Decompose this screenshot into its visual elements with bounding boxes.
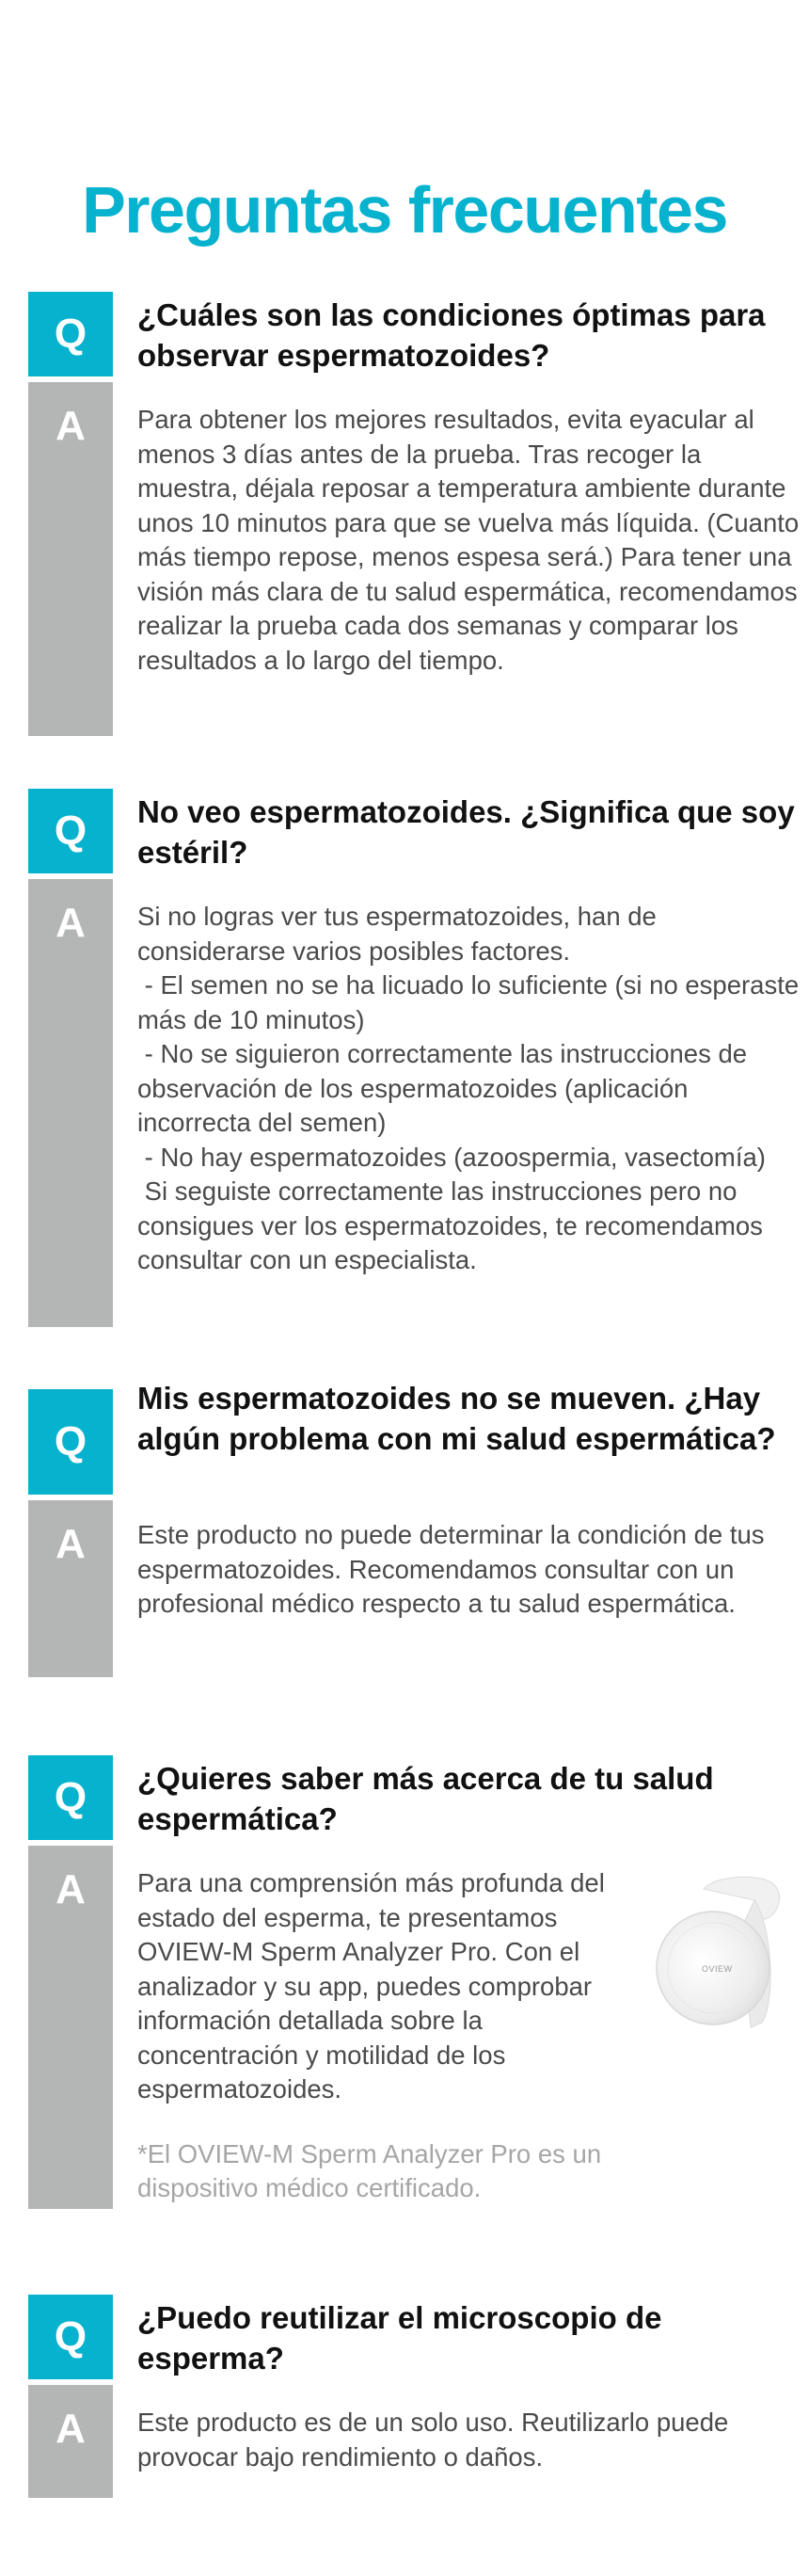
device-logo-text: OVIEW	[702, 1964, 733, 1974]
answer-badge: A	[28, 1500, 113, 1677]
question-badge: Q	[28, 1755, 113, 1840]
question-text: ¿Cuáles son las condiciones óptimas para observar espermatozoides?	[137, 297, 766, 373]
answer-paragraph: - El semen no se ha licuado lo suficiente (si no esperaste más de 10 minutos)	[137, 970, 806, 1034]
answer-badge: A	[28, 382, 113, 736]
question-text: ¿Puedo reutilizar el microscopio de esperma?	[137, 2300, 662, 2376]
question-badge: Q	[28, 1389, 113, 1495]
answer-text	[137, 900, 806, 1278]
question-text: No veo espermatozoides. ¿Significa que soy estéril?	[137, 794, 795, 870]
answer-badge: A	[28, 879, 113, 1327]
answer-paragraph: - No se siguieron correctamente las instrucciones de observación de los espermatozoides (aplicación incorrecta del semen)	[137, 1039, 754, 1137]
question-badge: Q	[28, 789, 113, 873]
answer-paragraph: Si no logras ver tus espermatozoides, han de considerarse varios posibles factores.	[137, 902, 664, 966]
answer-paragraph: Si seguiste correctamente las instrucciones pero no consigues ver los espermatozoides, te recomendamos consultar con un especialista.	[137, 1176, 770, 1274]
sperm-analyzer-device-image	[649, 1872, 790, 2037]
answer-text	[137, 2406, 801, 2474]
answer-paragraph: Este producto es de un solo uso. Reutilizarlo puede provocar bajo rendimiento o daños.	[137, 2408, 736, 2472]
question-text: Mis espermatozoides no se mueven. ¿Hay algún problema con mi salud espermática?	[137, 1381, 776, 1456]
answer-paragraph: Este producto no puede determinar la condición de tus espermatozoides. Recomendamos consultar con un profesional médico respecto a tu salud espermática.	[137, 1520, 772, 1618]
question-badge: Q	[28, 292, 113, 376]
answer-paragraph: Para una comprensión más profunda del estado del esperma, te presentamos OVIEW-M Sperm Analyzer Pro. Con el analizador y su app, puedes comprobar información detallada sobre la concentración y motilidad de los espermatozoides.	[137, 1868, 612, 2104]
answer-text	[137, 1866, 645, 2206]
answer-badge: A	[28, 1846, 113, 2209]
answer-badge: A	[28, 2385, 113, 2498]
answer-paragraph: Para obtener los mejores resultados, evita eyacular al menos 3 días antes de la prueba. Tras recoger la muestra, déjala reposar a temperatura ambiente durante unos 10 minutos para que se vuelva más líquida. (Cuanto más tiempo repose, menos espesa será.) Para tener una visión más clara de tu salud espermática, recomendamos realizar la prueba cada dos semanas y comparar los resultados a lo largo del tiempo.	[137, 405, 806, 675]
answer-text	[137, 1518, 801, 1622]
answer-paragraph: - No hay espermatozoides (azoospermia, vasectomía)	[137, 1142, 766, 1172]
certification-note: *El OVIEW-M Sperm Analyzer Pro es un dispositivo médico certificado.	[137, 2138, 609, 2202]
answer-text	[137, 403, 806, 678]
question-text: ¿Quieres saber más acerca de tu salud espermática?	[137, 1761, 714, 1836]
question-badge: Q	[28, 2295, 113, 2379]
page-title: Preguntas frecuentes	[82, 173, 727, 247]
